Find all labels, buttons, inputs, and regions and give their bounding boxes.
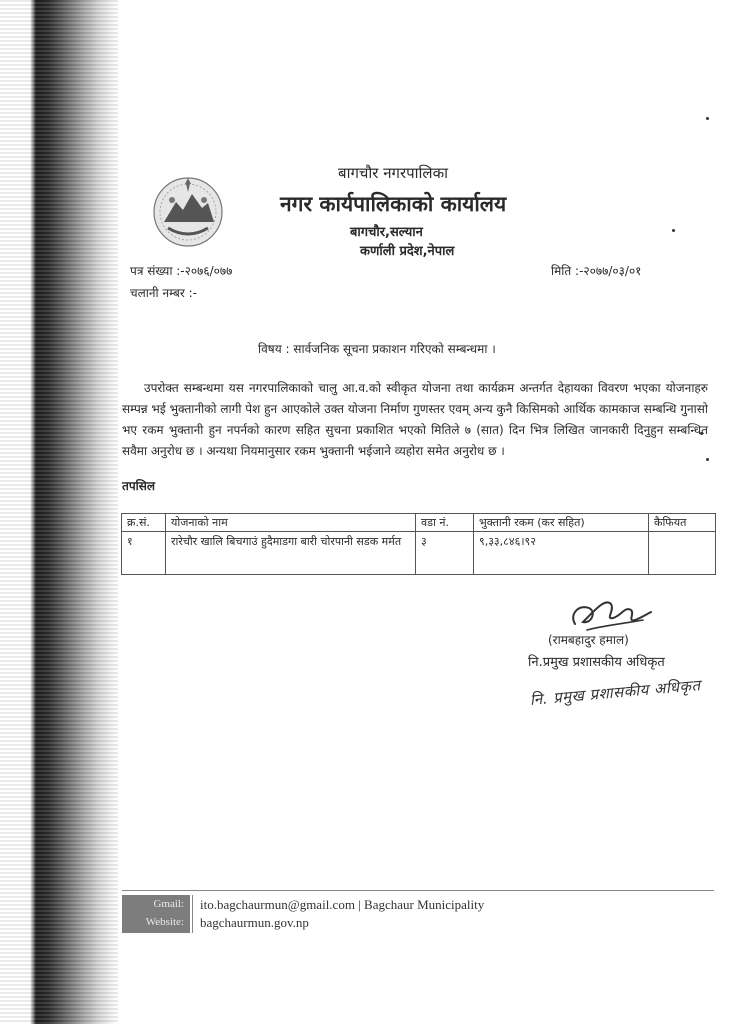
plans-table bbox=[121, 513, 716, 575]
table-header-row bbox=[122, 514, 716, 532]
cell-sn: १ bbox=[122, 532, 166, 575]
cell-ward: ३ bbox=[416, 532, 474, 575]
table-row bbox=[122, 532, 716, 575]
letter-body: उपरोक्त सम्बन्धमा यस नगरपालिकाको चालु आ.व.को स्वीकृत योजना तथा कार्यक्रम अन्तर्गत देहायका विवरण भएका योजनाहरु सम्पन्न भई भुक्तानीको लागी पेश हुन आएकोले उक्त योजना निर्माण गुणस्तर एवम् अन्य कुनै किसिमको आर्थिक कामकाज सम्बन्धि गुनासो भए रकम भुक्तानी हुन नपर्नको कारण सहित सुचना प्रकाशित भएको मितिले ७ (सात) दिन भित्र लिखित जानकारी दिनुहुन सम्बन्धित सवैमा अनुरोध छ । अन्यथा नियमानुसार रकम भुक्तानी भईजाने व्यहोरा समेत अनुरोध छ । bbox=[122, 381, 708, 458]
column-header-ward: वडा नं. bbox=[416, 514, 474, 532]
website-label: Website: bbox=[145, 916, 184, 928]
address-line-1: बागचौर,सल्यान bbox=[350, 225, 423, 240]
office-title: नगर कार्यपालिकाको कार्यालय bbox=[280, 192, 507, 216]
cell-remarks bbox=[649, 532, 716, 575]
signatory-designation: नि.प्रमुख प्रशासकीय अधिकृत bbox=[528, 655, 665, 670]
footer-labels-box bbox=[122, 895, 190, 933]
gmail-label: Gmail: bbox=[153, 898, 184, 910]
column-header-sn: क्र.सं. bbox=[122, 514, 166, 532]
column-header-payment-amount: भुक्तानी रकम (कर सहित) bbox=[474, 514, 649, 532]
footer-website: bagchaurmun.gov.np bbox=[200, 915, 309, 930]
scan-speck bbox=[672, 229, 675, 232]
column-header-remarks: कैफियत bbox=[649, 514, 716, 532]
footer-separator bbox=[192, 895, 193, 933]
letter-date: मिति :-२०७७/०३/०१ bbox=[551, 264, 642, 278]
nepal-emblem-icon bbox=[150, 170, 226, 250]
details-label: तपसिल bbox=[122, 479, 156, 493]
letter-reference-number: पत्र संख्या :-२०७६/०७७ bbox=[130, 264, 233, 278]
cell-plan-name: रारेचौर खालि बिचगाउं हुदैमाडगा बारी चोरपानी सडक मर्मत bbox=[166, 532, 416, 575]
signatory-name: (रामबहादुर हमाल) bbox=[548, 633, 629, 647]
scan-speck bbox=[706, 117, 709, 120]
letter-subject: विषय : सार्वजनिक सूचना प्रकाशन गरिएको सम्बन्धमा । bbox=[258, 342, 496, 356]
column-header-plan-name: योजनाको नाम bbox=[166, 514, 416, 532]
designation-stamp: नि. प्रमुख प्रशासकीय अधिकृत bbox=[529, 676, 702, 709]
address-line-2: कर्णाली प्रदेश,नेपाल bbox=[360, 244, 455, 259]
dispatch-number: चलानी नम्बर :- bbox=[130, 286, 197, 300]
footer-email: ito.bagchaurmun@gmail.com | Bagchaur Municipality bbox=[200, 897, 485, 912]
cell-amount: ९,३३,८४६।९२ bbox=[474, 532, 649, 575]
footer-divider bbox=[122, 890, 714, 891]
scan-shadow-edge bbox=[0, 0, 118, 1024]
municipality-name: बागचौर नगरपालिका bbox=[338, 164, 448, 182]
